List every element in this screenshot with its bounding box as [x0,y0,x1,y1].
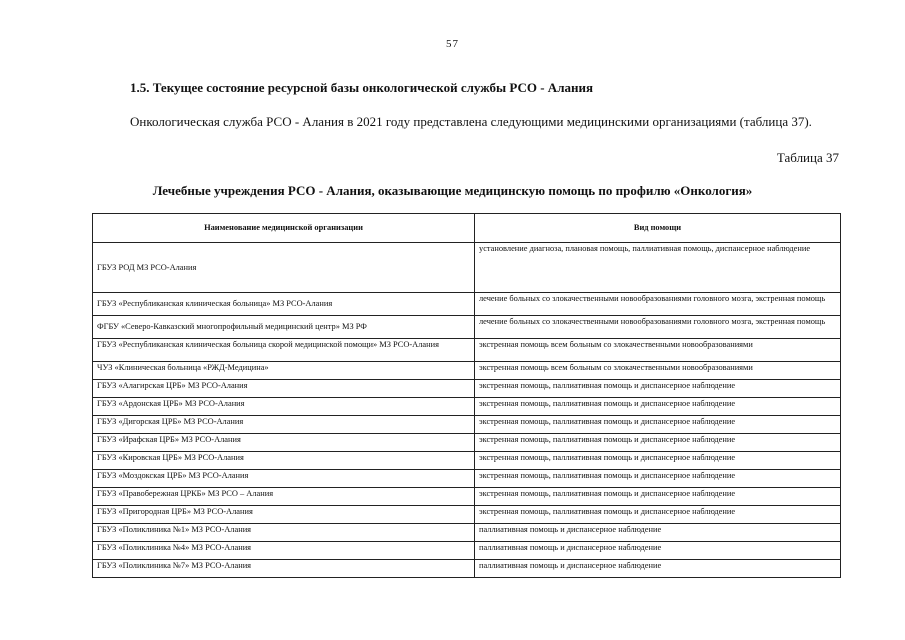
help-type: экстренная помощь, паллиативная помощь и диспансерное наблюдение [475,506,841,524]
table-row [93,488,841,506]
table-row [93,316,841,339]
help-type: паллиативная помощь и диспансерное наблюдение [475,542,841,560]
table-row [93,380,841,398]
table-row [93,470,841,488]
org-name: ФГБУ «Северо-Кавказский многопрофильный медицинский центр» МЗ РФ [93,316,475,339]
intro-paragraph: Онкологическая служба РСО - Алания в 2021 году представлена следующими медицинскими организациями (таблица 37). [130,114,812,129]
help-type: экстренная помощь, паллиативная помощь и диспансерное наблюдение [475,416,841,434]
table-row [93,398,841,416]
table-row [93,560,841,578]
org-name: ГБУЗ «Моздокская ЦРБ» МЗ РСО-Алания [93,470,475,488]
help-type: экстренная помощь всем больным со злокачественными новообразованиями [475,339,841,362]
help-type: экстренная помощь, паллиативная помощь и диспансерное наблюдение [475,488,841,506]
organizations-table [92,213,841,578]
table-title: Лечебные учреждения РСО - Алания, оказывающие медицинскую помощь по профилю «Онкология» [152,183,753,198]
help-type: лечение больных со злокачественными новообразованиями головного мозга, экстренная помощь [475,316,841,339]
help-type: экстренная помощь, паллиативная помощь и диспансерное наблюдение [475,398,841,416]
org-name: ГБУЗ «Поликлиника №7» МЗ РСО-Алания [93,560,475,578]
help-type: экстренная помощь всем больным со злокачественными новообразованиями [475,362,841,380]
table-row [93,524,841,542]
help-type: установление диагноза, плановая помощь, паллиативная помощь, диспансерное наблюдение [475,243,841,293]
org-name: ГБУЗ «Республиканская клиническая больница» МЗ РСО-Алания [93,293,475,316]
help-type: экстренная помощь, паллиативная помощь и диспансерное наблюдение [475,434,841,452]
org-name: ГБУЗ «Республиканская клиническая больница скорой медицинской помощи» МЗ РСО-Алания [93,339,475,362]
table-row [93,339,841,362]
table-label: Таблица 37 [776,150,839,165]
help-type: паллиативная помощь и диспансерное наблюдение [475,524,841,542]
org-name: ГБУЗ «Правобережная ЦРКБ» МЗ РСО – Алания [93,488,475,506]
table-row [93,506,841,524]
org-name: ГБУЗ «Дигорская ЦРБ» МЗ РСО-Алания [93,416,475,434]
help-type: паллиативная помощь и диспансерное наблюдение [475,560,841,578]
org-name: ГБУЗ «Ирафская ЦРБ» МЗ РСО-Алания [93,434,475,452]
org-name: ГБУЗ «Поликлиника №4» МЗ РСО-Алания [93,542,475,560]
table-row [93,243,841,293]
org-name: ГБУЗ «Пригородная ЦРБ» МЗ РСО-Алания [93,506,475,524]
section-title: 1.5. Текущее состояние ресурсной базы онкологической службы РСО - Алания [130,80,594,95]
table-row [93,542,841,560]
page-number: 57 [446,38,459,50]
header-help-type: Вид помощи [475,214,841,243]
header-organization: Наименование медицинской организации [93,214,475,243]
table-row [93,416,841,434]
help-type: экстренная помощь, паллиативная помощь и диспансерное наблюдение [475,380,841,398]
table-header-row [93,214,841,243]
table-row [93,362,841,380]
org-name: ГБУЗ «Кировская ЦРБ» МЗ РСО-Алания [93,452,475,470]
table-row [93,293,841,316]
table-row [93,452,841,470]
org-name: ЧУЗ «Клиническая больница «РЖД-Медицина» [93,362,475,380]
help-type: экстренная помощь, паллиативная помощь и диспансерное наблюдение [475,470,841,488]
help-type: лечение больных со злокачественными новообразованиями головного мозга, экстренная помощь [475,293,841,316]
org-name: ГБУЗ «Поликлиника №1» МЗ РСО-Алания [93,524,475,542]
table-row [93,434,841,452]
org-name: ГБУЗ РОД МЗ РСО-Алания [93,243,475,293]
org-name: ГБУЗ «Ардонская ЦРБ» МЗ РСО-Алания [93,398,475,416]
org-name: ГБУЗ «Алагирская ЦРБ» МЗ РСО-Алания [93,380,475,398]
help-type: экстренная помощь, паллиативная помощь и диспансерное наблюдение [475,452,841,470]
